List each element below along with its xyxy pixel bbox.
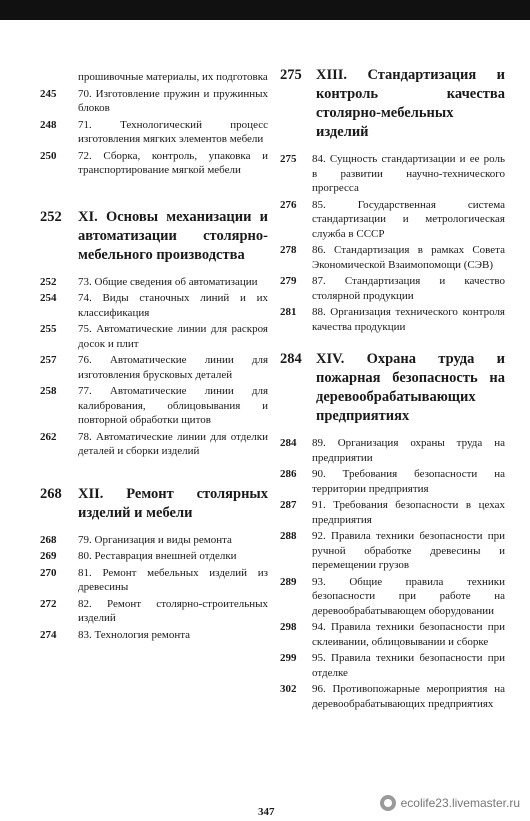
- toc-page-number: 275: [280, 153, 297, 165]
- toc-entry: [280, 274, 505, 303]
- top-black-bar: [0, 0, 530, 20]
- toc-entry: [40, 549, 268, 564]
- section-page-number: 275: [280, 67, 302, 83]
- toc-page-number: 299: [280, 652, 297, 664]
- toc-page-number: 289: [280, 575, 297, 588]
- toc-page-number: 262: [40, 430, 57, 443]
- toc-entry-text: 82. Ремонт столярно-строительных изделий: [78, 597, 268, 624]
- toc-page-number: 254: [40, 292, 57, 304]
- toc-page-number: 250: [40, 149, 57, 162]
- toc-entry: [280, 152, 505, 196]
- toc-entry: [280, 575, 505, 619]
- section-title: XI. Основы механизации и автоматизации столярно-мебельного производства: [78, 208, 268, 263]
- toc-page-number: 274: [40, 628, 57, 641]
- toc-entry-text: 90. Требования безопасности на территории предприятия: [312, 468, 505, 495]
- toc-page-number: 279: [280, 275, 297, 287]
- toc-entry: [280, 529, 505, 573]
- toc-entry-text: 96. Противопожарные мероприятия на деревообрабатывающих предприятиях: [312, 683, 505, 710]
- toc-entry-text: 83. Технология ремонта: [78, 628, 191, 641]
- toc-entry: [40, 628, 268, 643]
- toc-entry: [280, 498, 505, 527]
- toc-entry: [40, 87, 268, 116]
- toc-entry: [40, 430, 268, 459]
- toc-entry: [40, 322, 268, 351]
- toc-page-number: 278: [280, 244, 297, 256]
- toc-entry: [280, 305, 505, 334]
- toc-page-number: 288: [280, 530, 297, 542]
- toc-entry-text: 74. Виды станочных линий и их классификация: [78, 292, 268, 319]
- toc-entry-text: 77. Автоматические линии для калибрования, облицовывания и повторной обработки щитов: [78, 385, 268, 426]
- toc-entry-text: 91. Требования безопасности в цехах предприятия: [312, 499, 505, 526]
- watermark-text: ecolife23.livemaster.ru: [400, 796, 520, 810]
- toc-entry: [40, 597, 268, 626]
- toc-entry: [280, 198, 505, 242]
- section-page-number: 252: [40, 208, 62, 225]
- toc-entry-text: 93. Общие правила техники безопасности при работе на деревообрабатывающем оборудовании: [312, 575, 505, 617]
- toc-entry-text: 87. Стандартизация и качество столярной продукции: [312, 275, 505, 302]
- toc-entry: [40, 384, 268, 428]
- toc-entry: [280, 467, 505, 496]
- toc-continuation-text: прошивочные материалы, их подготовка: [78, 71, 268, 83]
- toc-entry-text: 86. Стандартизация в рамках Совета Экономической Взаимопомощи (СЭВ): [312, 244, 505, 271]
- toc-entry-text: 89. Организация охраны труда на предприятии: [312, 437, 505, 464]
- toc-entry: [280, 682, 505, 711]
- section-title: XIII. Стандартизация и контроль качества столярно-мебельных изделий: [316, 67, 505, 140]
- toc-entry-text: 95. Правила техники безопасности при отделке: [312, 652, 505, 679]
- watermark: [380, 795, 520, 811]
- toc-section-heading: [280, 66, 505, 142]
- toc-section-heading: [40, 485, 268, 523]
- toc-page-number: 284: [280, 437, 297, 449]
- toc-entry: [280, 620, 505, 649]
- toc-entry-text: 75. Автоматические линии для раскроя досок и плит: [78, 323, 268, 350]
- section-page-number: 268: [40, 485, 62, 502]
- toc-page-number: 248: [40, 118, 57, 131]
- toc-entry: [40, 533, 268, 548]
- page-number: 347: [258, 806, 275, 818]
- toc-page-number: 298: [280, 621, 297, 633]
- toc-page-number: 302: [280, 683, 297, 695]
- toc-entry-text: 71. Технологический процесс изготовления мягких элементов мебели: [78, 118, 268, 145]
- toc-section-heading: [280, 350, 505, 426]
- toc-entry: [40, 566, 268, 595]
- toc-page-number: 245: [40, 87, 57, 100]
- toc-entry: [280, 651, 505, 680]
- toc-entry-text: 73. Общие сведения об автоматизации: [78, 275, 258, 288]
- toc-section-heading: [40, 208, 268, 265]
- section-page-number: 284: [280, 351, 302, 367]
- section-title: XII. Ремонт столярных изделий и мебели: [78, 485, 268, 521]
- toc-entry: [40, 353, 268, 382]
- toc-entry-text: 72. Сборка, контроль, упаковка и транспортирование мягкой мебели: [78, 149, 268, 176]
- toc-entry-text: 92. Правила техники безопасности при ручной обработке древесины и перемещении грузов: [312, 530, 505, 571]
- toc-entry-text: 70. Изготовление пружин и пружинных блоков: [78, 87, 268, 114]
- toc-entry-text: 94. Правила техники безопасности при склеивании, облицовывании и сборке: [312, 621, 505, 648]
- toc-page-number: 252: [40, 275, 57, 288]
- toc-left-column: [40, 70, 268, 644]
- toc-entry: [280, 436, 505, 465]
- toc-entry: [40, 149, 268, 178]
- toc-entry: [40, 275, 268, 290]
- toc-entry-text: 81. Ремонт мебельных изделий из древесины: [78, 566, 268, 593]
- toc-right-column: [280, 66, 505, 713]
- toc-page-number: 255: [40, 323, 57, 335]
- section-title: XIV. Охрана труда и пожарная безопасность на деревообрабатывающих предприятиях: [316, 351, 505, 424]
- toc-page-number: 258: [40, 385, 57, 397]
- toc-page-number: 257: [40, 354, 57, 366]
- toc-entry-text: 78. Автоматические линии для отделки деталей и сборки изделий: [78, 430, 268, 457]
- toc-entry-text: 80. Реставрация внешней отделки: [78, 550, 237, 562]
- toc-entry-text: 88. Организация технического контроля качества продукции: [312, 306, 505, 333]
- toc-entry-text: 79. Организация и виды ремонта: [78, 533, 232, 546]
- toc-entry-text: 84. Сущность стандартизации и ее роль в развитии научно-технического прогресса: [312, 153, 505, 194]
- toc-page-number: 269: [40, 550, 57, 562]
- toc-page-number: 268: [40, 533, 57, 546]
- toc-entry: [40, 118, 268, 147]
- toc-entry-text: 85. Государственная система стандартизации и метрологическая служба в СССР: [312, 198, 505, 240]
- toc-entry: [40, 291, 268, 320]
- toc-page-number: 281: [280, 306, 297, 318]
- toc-page-number: 270: [40, 566, 57, 579]
- toc-page-number: 287: [280, 499, 297, 511]
- toc-page-number: 286: [280, 468, 297, 480]
- livemaster-logo-icon: [380, 795, 396, 811]
- toc-entry-text: 76. Автоматические линии для изготовления брусковых деталей: [78, 354, 268, 381]
- toc-entry: [280, 243, 505, 272]
- toc-page-number: 276: [280, 198, 297, 211]
- toc-page-number: 272: [40, 597, 57, 610]
